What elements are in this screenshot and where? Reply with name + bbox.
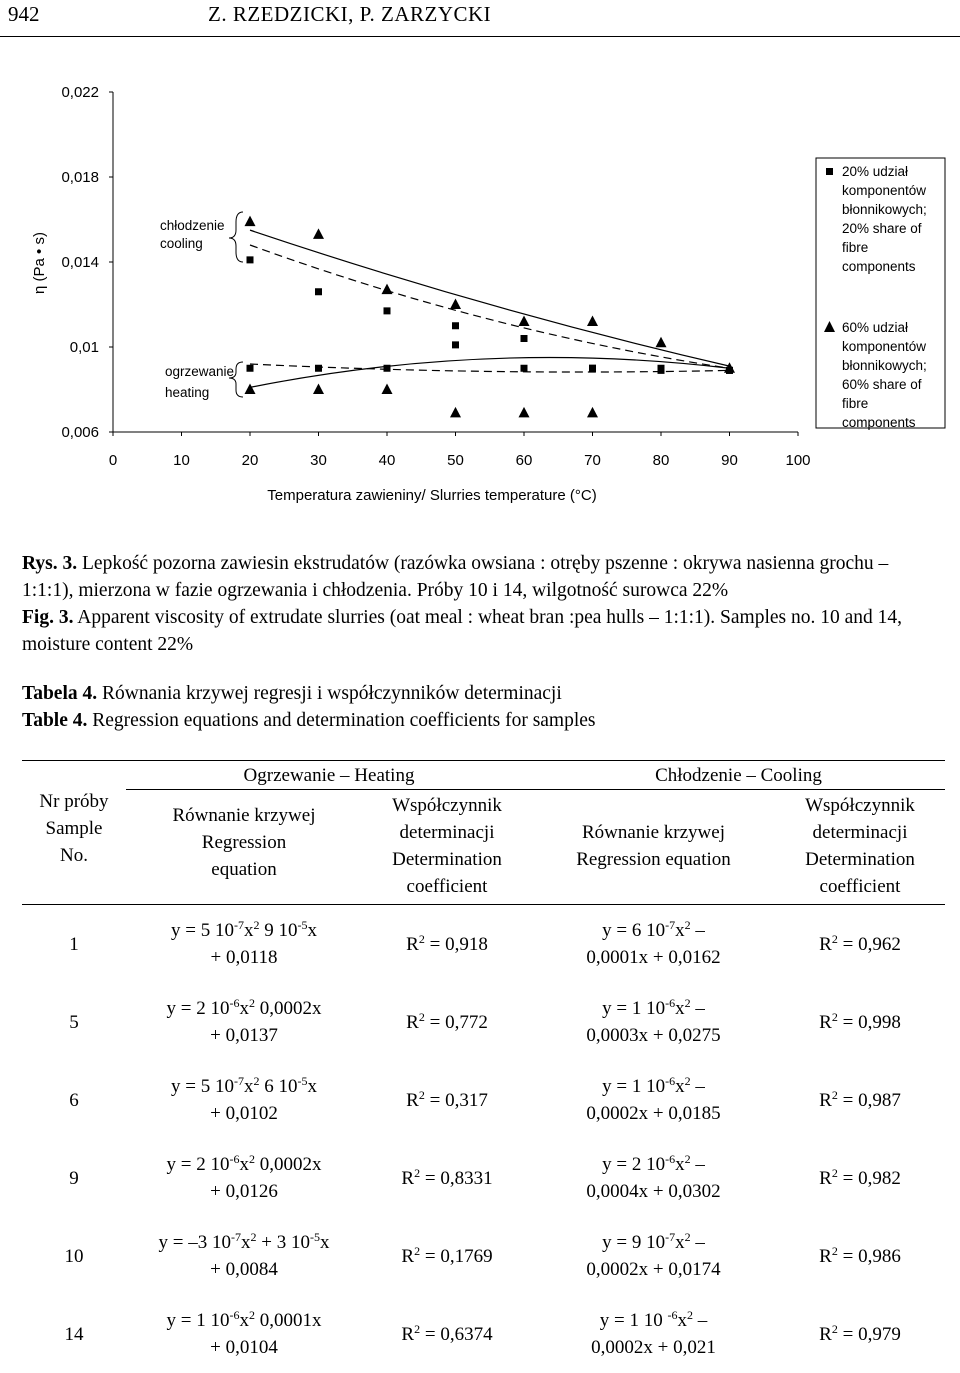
- table-caption: [22, 680, 938, 734]
- heat-r2-value: = 0,772: [429, 1011, 488, 1033]
- cool-coef-header-line: coefficient: [819, 876, 901, 897]
- eq-exponent: -6: [665, 1152, 676, 1166]
- legend-label-line: 60% share of: [842, 377, 922, 392]
- eq-text: x: [239, 998, 249, 1019]
- eq-exponent: 2: [684, 1074, 691, 1088]
- eq-exponent: 2: [686, 1308, 693, 1322]
- x-tick-label: 80: [652, 452, 670, 469]
- table-header-row: [22, 790, 945, 905]
- eq-exponent: 2: [250, 1230, 257, 1244]
- r2-symbol: R: [401, 1167, 415, 1189]
- col-sample-header-line: Sample: [45, 818, 103, 839]
- r2-exponent: 2: [831, 1165, 838, 1180]
- x-tick-label: 10: [173, 452, 190, 469]
- r2-exponent: 2: [418, 931, 425, 946]
- table-row: [22, 1217, 945, 1295]
- eq-text: x: [239, 1154, 249, 1175]
- heat-eq-line1: [126, 917, 362, 944]
- eq-text: x: [239, 1310, 249, 1331]
- x-tick-label: 40: [378, 452, 396, 469]
- eq-text: y = 1 10: [602, 1076, 666, 1097]
- heat-r2: [362, 905, 532, 984]
- cool-r2-value: = 0,998: [842, 1011, 901, 1033]
- group-cooling-header: Chłodzenie – Cooling: [532, 761, 945, 790]
- heat-r2-value: = 0,6374: [424, 1323, 493, 1345]
- data-point-triangle: [382, 384, 393, 395]
- cool-coef-header-line: determinacji: [812, 822, 908, 843]
- heat-equation: [126, 1295, 362, 1373]
- col-sample-header: [22, 761, 126, 905]
- eq-text: y = 6 10: [602, 920, 666, 941]
- cool-equation: [532, 1295, 775, 1373]
- cool-r2-value: = 0,987: [842, 1089, 901, 1111]
- y-tick-label: 0,018: [61, 169, 99, 186]
- cooling-brace: [229, 212, 243, 262]
- eq-text: x: [243, 920, 254, 941]
- eq-exponent: -5: [309, 1230, 320, 1244]
- cool-r2: [775, 1295, 945, 1373]
- cool-eq-line1: [532, 1151, 775, 1178]
- y-tick-label: 0,006: [61, 424, 99, 441]
- heat-r2: [362, 1139, 532, 1217]
- eq-exponent: -6: [229, 1152, 240, 1166]
- heat-equation: [126, 1217, 362, 1295]
- data-point-triangle: [313, 384, 324, 395]
- r2-symbol: R: [819, 1167, 832, 1189]
- heat-eq-line2: + 0,0126: [210, 1181, 278, 1202]
- figure-caption-pl: [22, 550, 938, 604]
- figure-caption: [22, 550, 938, 658]
- cool-eq-line1: [532, 995, 775, 1022]
- sample-no: 10: [64, 1245, 84, 1267]
- eq-text: y = –3 10: [158, 1232, 231, 1253]
- x-tick-label: 30: [310, 452, 327, 469]
- data-point-square: [452, 322, 459, 329]
- eq-text: y = 5 10: [171, 920, 234, 941]
- cool-r2-value: = 0,982: [842, 1167, 901, 1189]
- sample-no: 9: [69, 1167, 79, 1189]
- data-point-triangle: [450, 299, 461, 310]
- heat-r2: [362, 1061, 532, 1139]
- eq-exponent: -7: [231, 1230, 241, 1244]
- data-point-square: [384, 307, 391, 314]
- data-point-triangle: [313, 228, 324, 239]
- eq-text: x: [675, 1076, 685, 1097]
- heat-coef-header: [362, 790, 532, 905]
- cool-eq-header-line: Regression equation: [576, 849, 731, 870]
- r2-exponent: 2: [418, 1087, 425, 1102]
- cool-eq-line1: [532, 1073, 775, 1100]
- figure-caption-en: [22, 604, 938, 658]
- cool-r2-value: = 0,979: [842, 1323, 901, 1345]
- r2-symbol: R: [401, 1323, 415, 1345]
- regression-table: [22, 760, 945, 1373]
- col-sample-header-line: Nr próby: [39, 791, 109, 812]
- eq-text: –: [690, 920, 705, 941]
- legend-label-line: błonnikowych;: [842, 358, 927, 373]
- cool-eq-line1: [532, 1229, 775, 1256]
- figure-caption-pl-text: Lepkość pozorna zawiesin ekstrudatów (razówka owsiana : otręby pszenne : okrywa nasienna grochu – 1:1:1), mierzona w fazie ogrzewania i chłodzenia. Próby 10 i 14, wilgotność surowca 22%: [22, 553, 889, 601]
- r2-exponent: 2: [831, 1321, 838, 1336]
- cool-r2: [775, 983, 945, 1061]
- annotation-heating: [165, 362, 243, 400]
- cool-eq-line2: 0,0001x + 0,0162: [586, 947, 721, 968]
- r2-exponent: 2: [831, 1087, 838, 1102]
- table-header-group-row: [22, 761, 945, 790]
- table-row: [22, 983, 945, 1061]
- table-row: [22, 1295, 945, 1373]
- eq-text: –: [690, 1076, 705, 1097]
- heat-eq-line1: [126, 1307, 362, 1334]
- eq-exponent: -5: [297, 1074, 308, 1088]
- cool-equation: [532, 905, 775, 984]
- eq-exponent: -6: [229, 996, 240, 1010]
- heat-eq-line2: + 0,0084: [210, 1259, 278, 1280]
- eq-text: 9 10: [259, 920, 298, 941]
- heat-r2: [362, 1217, 532, 1295]
- eq-text: –: [690, 1154, 705, 1175]
- data-point-triangle: [245, 216, 256, 227]
- heat-coef-header-line: Współczynnik: [392, 795, 502, 816]
- eq-text: y = 2 10: [166, 1154, 230, 1175]
- data-point-square: [521, 365, 528, 372]
- heat-coef-header-line: determinacji: [399, 822, 495, 843]
- eq-exponent: -7: [665, 918, 676, 932]
- x-tick-label: 100: [785, 452, 811, 469]
- data-point-triangle: [245, 384, 256, 395]
- eq-exponent: 2: [684, 996, 691, 1010]
- eq-text: 0,0001x: [254, 1310, 322, 1331]
- eq-exponent: -5: [297, 918, 308, 932]
- eq-exponent: -7: [233, 1074, 244, 1088]
- heat-eq-line1: [126, 995, 362, 1022]
- cool-eq-line2: 0,0002x + 0,021: [591, 1337, 716, 1358]
- heat-eq-line2: + 0,0104: [210, 1337, 278, 1358]
- legend-label-line: components: [842, 259, 916, 274]
- r2-exponent: 2: [831, 1243, 838, 1258]
- annotation-cooling: [160, 212, 243, 262]
- heat-r2: [362, 1295, 532, 1373]
- heat-r2-value: = 0,317: [429, 1089, 488, 1111]
- eq-text: x: [307, 920, 317, 941]
- legend-label-line: components: [842, 415, 916, 430]
- r2-symbol: R: [406, 1011, 419, 1033]
- x-tick-label: 50: [447, 452, 464, 469]
- cool-r2: [775, 905, 945, 984]
- eq-text: y = 1 10: [599, 1310, 668, 1331]
- cool-eq-line2: 0,0002x + 0,0185: [586, 1103, 721, 1124]
- cool-eq-header: [532, 790, 775, 905]
- data-point-triangle: [519, 316, 530, 327]
- y-axis-label: η (Pa • s): [31, 232, 48, 294]
- eq-exponent: -6: [665, 996, 676, 1010]
- eq-text: y = 2 10: [602, 1154, 666, 1175]
- col-sample-header-line: No.: [60, 845, 88, 866]
- legend-label-line: komponentów: [842, 183, 927, 198]
- page-number: 942: [8, 2, 40, 26]
- table-row: [22, 1139, 945, 1217]
- legend-label-line: 60% udział: [842, 320, 909, 335]
- data-point-triangle: [587, 407, 598, 418]
- heat-eq-header: [126, 790, 362, 905]
- sample-no: 5: [69, 1011, 79, 1033]
- heat-equation: [126, 983, 362, 1061]
- eq-text: x: [675, 920, 685, 941]
- cool-coef-header-line: Determination: [805, 849, 915, 870]
- table-row: [22, 1061, 945, 1139]
- data-point-square: [315, 365, 322, 372]
- heat-eq-line1: [126, 1229, 362, 1256]
- page-header: [0, 0, 960, 37]
- legend-label-line: 20% udział: [842, 164, 909, 179]
- table-row: [22, 905, 945, 984]
- cool-coef-header-line: Współczynnik: [805, 795, 915, 816]
- cool-eq-line1: [532, 1307, 775, 1334]
- heat-equation: [126, 1139, 362, 1217]
- eq-text: x: [319, 1232, 330, 1253]
- y-tick-label: 0,01: [69, 339, 99, 356]
- data-point-square: [247, 365, 254, 372]
- cool-eq-line1: [532, 917, 775, 944]
- cool-equation: [532, 1139, 775, 1217]
- data-point-square: [384, 365, 391, 372]
- eq-exponent: -7: [665, 1230, 676, 1244]
- heat-coef-header-line: Determination: [392, 849, 502, 870]
- eq-exponent: -6: [667, 1308, 678, 1322]
- data-point-square: [315, 288, 322, 295]
- eq-exponent: -7: [233, 918, 244, 932]
- legend-label-line: fibre: [842, 240, 869, 255]
- table-caption-pl-text: Równania krzywej regresji i współczynników determinacji: [97, 683, 562, 704]
- cool-r2: [775, 1061, 945, 1139]
- cool-r2-value: = 0,986: [842, 1245, 901, 1267]
- data-point-square: [452, 341, 459, 348]
- figure-caption-pl-label: Rys. 3.: [22, 553, 78, 574]
- r2-exponent: 2: [414, 1243, 421, 1258]
- table-caption-pl-label: Tabela 4.: [22, 683, 98, 704]
- eq-text: x: [675, 1232, 685, 1253]
- data-point-square: [247, 256, 254, 263]
- annotation-heating-pl: ogrzewanie: [165, 364, 235, 379]
- r2-exponent: 2: [831, 1009, 838, 1024]
- eq-text: y = 1 10: [602, 998, 666, 1019]
- table-caption-en-text: Regression equations and determination coefficients for samples: [87, 710, 596, 731]
- running-title: Z. RZEDZICKI, P. ZARZYCKI: [208, 2, 492, 26]
- heat-eq-line1: [126, 1151, 362, 1178]
- legend-label-line: 20% share of: [842, 221, 922, 236]
- heat-r2: [362, 983, 532, 1061]
- cool-eq-line2: 0,0004x + 0,0302: [586, 1181, 721, 1202]
- x-tick-label: 70: [584, 452, 601, 469]
- x-tick-label: 60: [515, 452, 533, 469]
- legend-label-line: błonnikowych;: [842, 202, 927, 217]
- cool-coef-header: [775, 790, 945, 905]
- figure-caption-en-label: Fig. 3.: [22, 607, 74, 628]
- r2-symbol: R: [819, 1323, 832, 1345]
- data-point-square: [589, 365, 596, 372]
- eq-exponent: -6: [665, 1074, 676, 1088]
- r2-exponent: 2: [414, 1165, 421, 1180]
- data-point-triangle: [587, 316, 598, 327]
- eq-text: x: [241, 1232, 251, 1253]
- y-tick-label: 0,014: [61, 254, 99, 271]
- eq-text: –: [690, 998, 705, 1019]
- r2-exponent: 2: [414, 1321, 421, 1336]
- eq-exponent: 2: [253, 918, 260, 932]
- group-heating-header: Ogrzewanie – Heating: [126, 761, 532, 790]
- heat-equation: [126, 1061, 362, 1139]
- r2-symbol: R: [406, 1089, 419, 1111]
- eq-text: x: [243, 1076, 254, 1097]
- r2-exponent: 2: [418, 1009, 425, 1024]
- table-caption-pl: [22, 680, 938, 707]
- heat-equation: [126, 905, 362, 984]
- data-point-triangle: [382, 284, 393, 295]
- sample-no: 1: [69, 933, 79, 955]
- eq-text: –: [692, 1310, 708, 1331]
- eq-exponent: 2: [248, 1152, 255, 1166]
- x-axis-label: Temperatura zawieniny/ Slurries temperature (°C): [267, 487, 597, 504]
- r2-exponent: 2: [831, 931, 838, 946]
- r2-symbol: R: [819, 933, 832, 955]
- heat-eq-line2: + 0,0137: [210, 1025, 278, 1046]
- figure-3-chart: [0, 60, 960, 520]
- eq-text: x: [675, 998, 685, 1019]
- r2-symbol: R: [819, 1089, 832, 1111]
- x-tick-label: 90: [721, 452, 738, 469]
- cool-eq-line2: 0,0003x + 0,0275: [586, 1025, 721, 1046]
- eq-text: 0,0002x: [254, 998, 322, 1019]
- r2-symbol: R: [401, 1245, 415, 1267]
- eq-exponent: 2: [684, 918, 691, 932]
- cool-r2: [775, 1139, 945, 1217]
- heat-coef-header-line: coefficient: [406, 876, 488, 897]
- annotation-cooling-pl: chłodzenie: [160, 218, 225, 233]
- sample-no: 14: [64, 1323, 84, 1345]
- eq-exponent: 2: [248, 1308, 255, 1322]
- cool-r2-value: = 0,962: [842, 933, 901, 955]
- heat-eq-header-line: equation: [211, 858, 277, 880]
- fit-curve: [250, 245, 730, 368]
- heat-eq-line2: + 0,0118: [210, 947, 278, 968]
- data-point-square: [658, 365, 665, 372]
- eq-exponent: 2: [248, 996, 255, 1010]
- legend-marker-square: [826, 168, 833, 175]
- eq-text: y = 9 10: [602, 1232, 666, 1253]
- cool-r2: [775, 1217, 945, 1295]
- data-point-triangle: [656, 337, 667, 348]
- r2-symbol: R: [819, 1011, 832, 1033]
- eq-text: x: [675, 1154, 685, 1175]
- eq-exponent: 2: [253, 1074, 260, 1088]
- table-caption-en-label: Table 4.: [22, 710, 88, 731]
- eq-text: 0,0002x: [254, 1154, 322, 1175]
- cool-equation: [532, 1061, 775, 1139]
- cool-equation: [532, 983, 775, 1061]
- cool-eq-line2: 0,0002x + 0,0174: [586, 1259, 721, 1280]
- x-tick-label: 20: [241, 452, 259, 469]
- heat-r2-value: = 0,8331: [424, 1167, 493, 1189]
- heat-eq-header-line: Równanie krzywej: [172, 804, 316, 826]
- heat-eq-line1: [126, 1073, 362, 1100]
- eq-text: 6 10: [259, 1076, 298, 1097]
- eq-text: + 3 10: [256, 1232, 310, 1253]
- eq-text: x: [307, 1076, 317, 1097]
- r2-symbol: R: [819, 1245, 832, 1267]
- data-point-square: [521, 335, 528, 342]
- r2-symbol: R: [406, 933, 419, 955]
- cool-eq-header-line: Równanie krzywej: [582, 822, 725, 843]
- cool-equation: [532, 1217, 775, 1295]
- eq-text: y = 1 10: [166, 1310, 230, 1331]
- heat-eq-header-line: Regression: [201, 831, 287, 853]
- y-tick-label: 0,022: [61, 84, 99, 101]
- eq-text: x: [677, 1310, 687, 1331]
- heat-eq-line2: + 0,0102: [210, 1103, 278, 1124]
- data-point-triangle: [450, 407, 461, 418]
- eq-exponent: 2: [684, 1230, 691, 1244]
- eq-text: y = 2 10: [166, 998, 230, 1019]
- legend-label-line: fibre: [842, 396, 869, 411]
- x-tick-label: 0: [108, 452, 118, 469]
- sample-no: 6: [69, 1089, 79, 1111]
- heat-r2-value: = 0,918: [429, 933, 488, 955]
- eq-text: –: [690, 1232, 705, 1253]
- eq-text: y = 5 10: [171, 1076, 234, 1097]
- data-point-triangle: [519, 407, 530, 418]
- legend-label-line: komponentów: [842, 339, 927, 354]
- heat-r2-value: = 0,1769: [424, 1245, 493, 1267]
- annotation-heating-en: heating: [165, 385, 210, 400]
- table-caption-en: [22, 707, 938, 734]
- annotation-cooling-en: cooling: [160, 236, 203, 251]
- eq-exponent: -6: [229, 1308, 240, 1322]
- figure-caption-en-text: Apparent viscosity of extrudate slurries (oat meal : wheat bran :pea hulls – 1:1:1). Samples no. 10 and 14, moisture content 22%: [22, 607, 903, 655]
- eq-exponent: 2: [684, 1152, 691, 1166]
